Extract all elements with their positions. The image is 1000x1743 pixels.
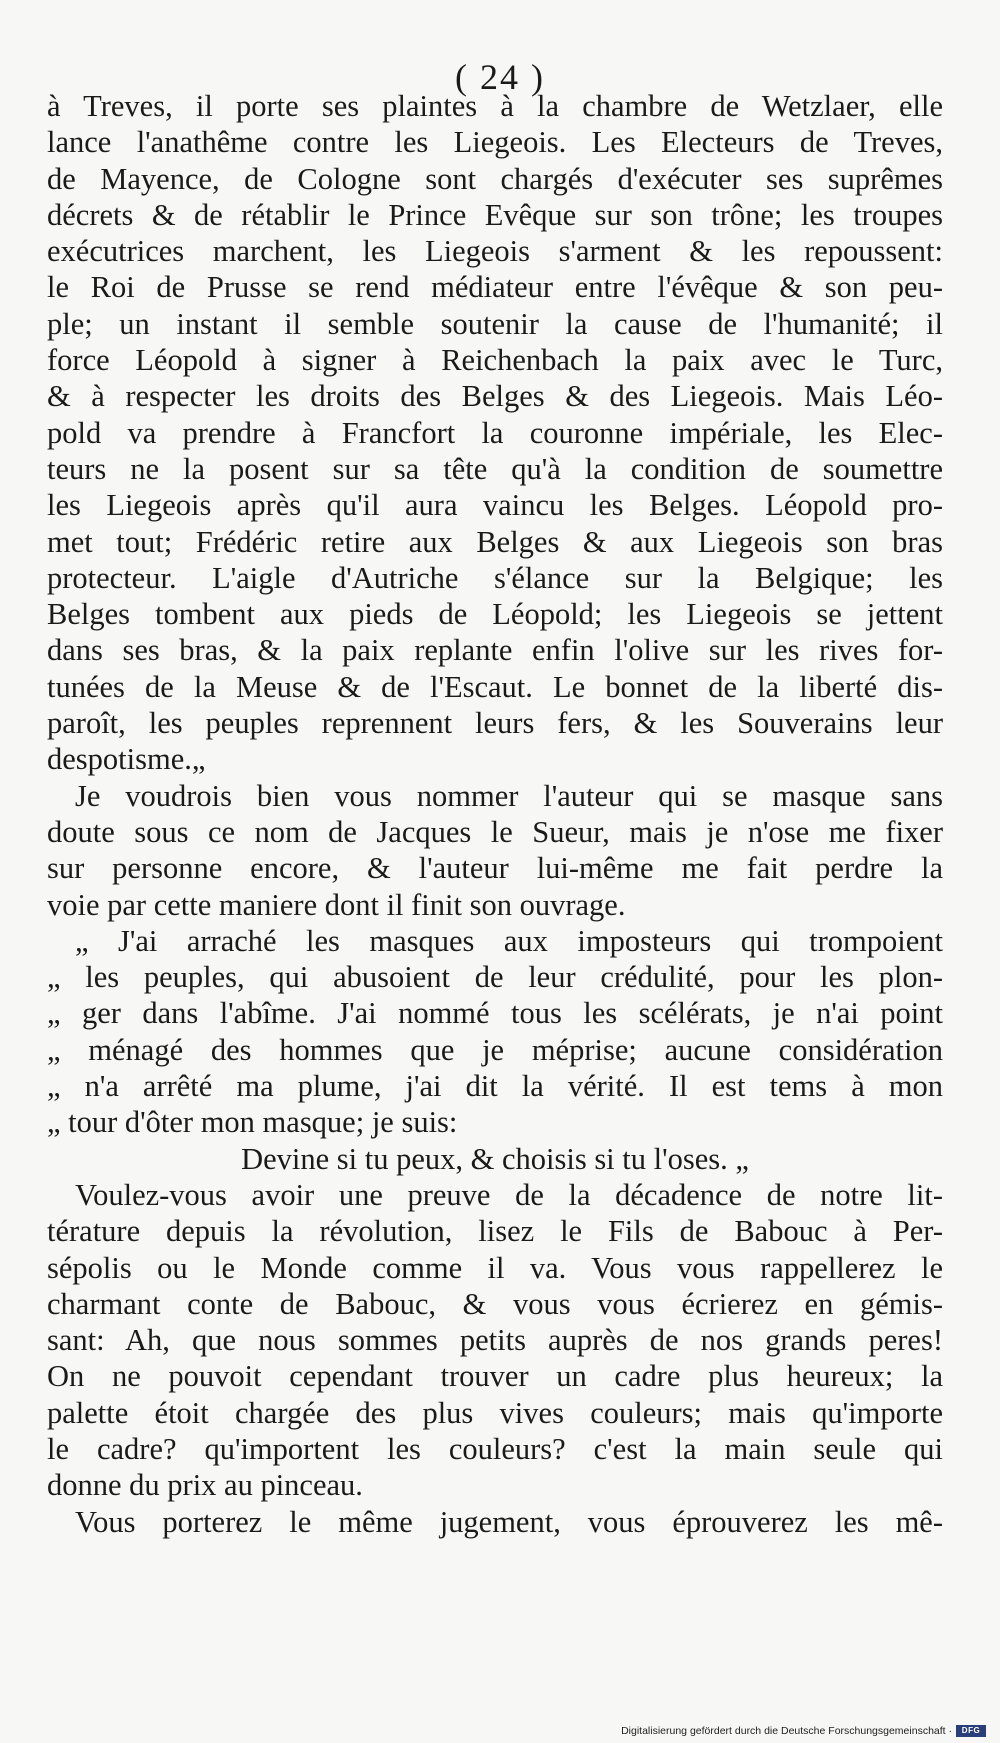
text-line: Voulez-vous avoir une preuve de la décadence de notre lit- — [75, 1177, 943, 1212]
text-line: protecteur. L'aigle d'Autriche s'élance sur la Belgique; les — [47, 560, 943, 595]
text-line: sant: Ah, que nous sommes petits auprès de nos grands peres! — [47, 1323, 943, 1358]
text-line: palette étoit chargée des plus vives couleurs; mais qu'importe — [47, 1395, 943, 1430]
text-line: exécutrices marchent, les Liegeois s'arment & les repoussent: — [47, 234, 943, 269]
text-line: pold va prendre à Francfort la couronne impériale, les Elec- — [47, 415, 943, 450]
text-line: teurs ne la posent sur sa tête qu'à la condition de soumettre — [47, 451, 943, 486]
text-line: térature depuis la révolution, lisez le Fils de Babouc à Per- — [47, 1214, 943, 1249]
text-line: lance l'anathême contre les Liegeois. Les Electeurs de Treves, — [47, 125, 943, 160]
text-line: le cadre? qu'importent les couleurs? c'est la main seule qui — [47, 1431, 943, 1466]
text-line: „ J'ai arraché les masques aux imposteurs qui trompoient — [75, 923, 943, 958]
text-line: Vous porterez le même jugement, vous éprouverez les mê- — [75, 1504, 943, 1539]
page-number: ( 24 ) — [455, 57, 545, 97]
text-line: les Liegeois après qu'il aura vaincu les Belges. Léopold pro- — [47, 488, 943, 523]
text-line: à Treves, il porte ses plaintes à la chambre de Wetzlaer, elle — [47, 89, 943, 123]
text-line: met tout; Frédéric retire aux Belges & aux Liegeois son bras — [47, 524, 943, 559]
text-line: tunées de la Meuse & de l'Escaut. Le bonnet de la liberté dis- — [47, 669, 943, 704]
text-line: décrets & de rétablir le Prince Evêque sur son trône; les troupes — [47, 197, 943, 232]
text-line: & à respecter les droits des Belges & des Liegeois. Mais Léo- — [47, 379, 943, 414]
text-line: On ne pouvoit cependant trouver un cadre plus heureux; la — [47, 1359, 943, 1394]
text-line: le Roi de Prusse se rend médiateur entre l'évêque & son peu- — [47, 270, 943, 305]
text-line: Je voudrois bien vous nommer l'auteur qui se masque sans — [75, 778, 943, 813]
digitization-credit — [621, 1725, 986, 1737]
page-body — [47, 88, 943, 1540]
text-line: de Mayence, de Cologne sont chargés d'exécuter ses suprêmes — [47, 161, 943, 196]
text-line: Belges tombent aux pieds de Léopold; les Liegeois se jettent — [47, 597, 943, 632]
text-line: sépolis ou le Monde comme il va. Vous vous rappellerez le — [47, 1250, 943, 1285]
text-line: despotisme.„ — [47, 742, 206, 777]
text-line: paroît, les peuples reprennent leurs fers, & les Souverains leur — [47, 706, 943, 741]
text-line: „ n'a arrêté ma plume, j'ai dit la vérité. Il est tems à mon — [47, 1069, 943, 1104]
text-line: force Léopold à signer à Reichenbach la paix avec le Turc, — [47, 343, 943, 378]
text-line: Devine si tu peux, & choisis si tu l'oses. „ — [241, 1141, 749, 1176]
text-line: „ ger dans l'abîme. J'ai nommé tous les scélérats, je n'ai point — [47, 996, 943, 1031]
text-line: „ ménagé des hommes que je méprise; aucune considération — [47, 1032, 943, 1067]
dfg-logo: DFG — [956, 1725, 986, 1737]
text-line: ple; un instant il semble soutenir la cause de l'humanité; il — [47, 306, 943, 341]
text-line: „ tour d'ôter mon masque; je suis: — [47, 1105, 458, 1140]
text-line: „ les peuples, qui abusoient de leur crédulité, pour les plon- — [47, 960, 943, 995]
text-line: donne du prix au pinceau. — [47, 1468, 363, 1503]
text-line: dans ses bras, & la paix replante enfin l'olive sur les rives for- — [47, 633, 943, 668]
text-line: sur personne encore, & l'auteur lui-même me fait perdre la — [47, 851, 943, 886]
text-line: doute sous ce nom de Jacques le Sueur, mais je n'ose me fixer — [47, 814, 943, 849]
text-line: voie par cette maniere dont il finit son ouvrage. — [47, 887, 626, 922]
credit-text: Digitalisierung gefördert durch die Deutsche Forschungsgemeinschaft · — [621, 1725, 952, 1737]
text-line: charmant conte de Babouc, & vous vous écrierez en gémis- — [47, 1286, 943, 1321]
